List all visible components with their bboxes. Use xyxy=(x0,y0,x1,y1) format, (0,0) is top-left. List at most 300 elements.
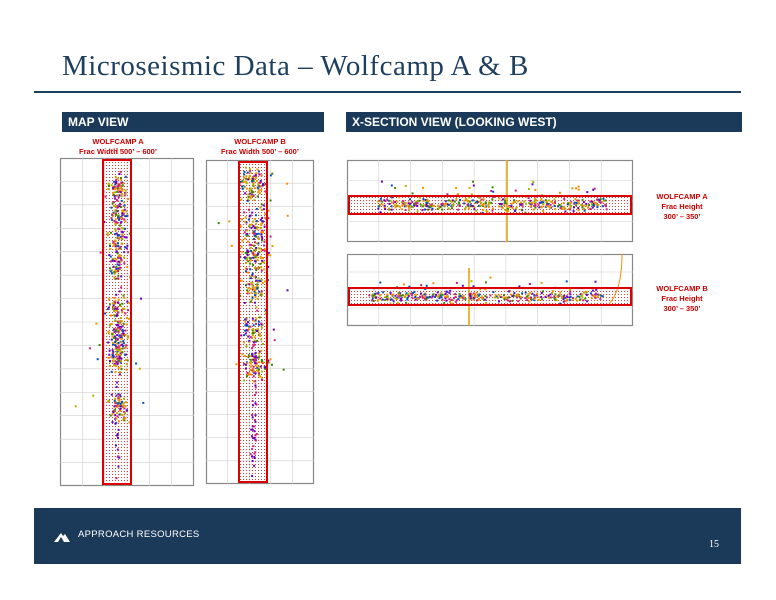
event-dot xyxy=(116,435,118,437)
event-dot xyxy=(407,297,409,299)
event-dot xyxy=(251,212,253,214)
event-dot xyxy=(533,209,535,211)
event-dot xyxy=(451,207,453,209)
event-dot xyxy=(126,301,128,303)
event-dot xyxy=(262,282,264,284)
event-dot xyxy=(264,281,266,283)
event-dot xyxy=(114,315,116,317)
event-dot xyxy=(595,297,597,299)
event-dot xyxy=(566,295,568,297)
event-dot xyxy=(243,211,245,213)
event-dot xyxy=(246,375,248,377)
event-dot xyxy=(576,300,578,302)
event-dot xyxy=(420,204,422,206)
event-dot xyxy=(142,402,144,404)
event-dot xyxy=(595,281,597,283)
event-dot xyxy=(253,465,255,467)
event-dot xyxy=(247,321,249,323)
event-dot xyxy=(578,201,580,203)
event-dot xyxy=(250,360,252,362)
event-dot xyxy=(241,246,243,248)
event-dot xyxy=(255,318,257,320)
event-dot xyxy=(558,204,560,206)
event-dot xyxy=(252,460,254,462)
event-dot xyxy=(111,371,113,373)
event-dot xyxy=(95,323,97,325)
event-dot xyxy=(484,206,486,208)
event-dot xyxy=(124,308,126,310)
event-dot xyxy=(592,207,594,209)
event-dot xyxy=(264,226,266,228)
event-dot xyxy=(254,302,256,304)
event-dot xyxy=(523,201,525,203)
event-dot xyxy=(112,413,114,415)
event-dot xyxy=(384,205,386,207)
event-dot xyxy=(463,202,465,204)
event-dot xyxy=(251,244,253,246)
event-dot xyxy=(113,244,115,246)
xsection-view-header: X-SECTION VIEW (LOOKING WEST) xyxy=(346,112,742,132)
event-dot xyxy=(441,209,443,211)
map-wolfcamp-b-detail: Frac Width 500’ – 600’ xyxy=(221,147,299,156)
event-dot xyxy=(499,203,501,205)
event-dot xyxy=(116,382,118,384)
event-dot xyxy=(256,208,258,210)
event-dot xyxy=(490,202,492,204)
event-dot xyxy=(256,180,258,182)
event-dot xyxy=(250,172,252,174)
event-dot xyxy=(413,203,415,205)
event-dot xyxy=(100,252,102,254)
event-dot xyxy=(120,338,122,340)
event-dot xyxy=(108,183,110,185)
event-dot xyxy=(255,249,257,251)
event-dot xyxy=(408,293,410,295)
event-dot xyxy=(571,299,573,301)
event-dot xyxy=(252,252,254,254)
event-dot xyxy=(113,310,115,312)
event-dot xyxy=(120,246,122,248)
event-dot xyxy=(529,283,531,285)
event-dot xyxy=(405,185,407,187)
event-dot xyxy=(569,291,571,293)
event-dot xyxy=(118,215,120,217)
event-dot xyxy=(459,205,461,207)
event-dot xyxy=(253,238,255,240)
event-dot xyxy=(538,296,540,298)
event-dot xyxy=(115,310,117,312)
event-dot xyxy=(120,327,122,329)
event-dot xyxy=(417,202,419,204)
event-dot xyxy=(240,334,242,336)
event-dot xyxy=(123,257,125,259)
event-dot xyxy=(113,304,115,306)
event-dot xyxy=(406,205,408,207)
event-dot xyxy=(118,342,120,344)
event-dot xyxy=(258,369,260,371)
event-dot xyxy=(119,263,121,265)
event-dot xyxy=(458,202,460,204)
event-dot xyxy=(253,370,255,372)
event-dot xyxy=(499,295,501,297)
event-dot xyxy=(422,198,424,200)
event-dot xyxy=(433,293,435,295)
event-dot xyxy=(485,302,487,304)
event-dot xyxy=(139,368,141,370)
event-dot xyxy=(586,300,588,302)
event-dot xyxy=(533,298,535,300)
event-dot xyxy=(245,345,247,347)
event-dot xyxy=(260,292,262,294)
event-dot xyxy=(582,199,584,201)
event-dot xyxy=(246,257,248,259)
event-dot xyxy=(408,209,410,211)
event-dot xyxy=(244,186,246,188)
event-dot xyxy=(251,448,253,450)
event-dot xyxy=(516,296,518,298)
event-dot xyxy=(124,408,126,410)
event-dot xyxy=(269,254,271,256)
event-dot xyxy=(124,354,126,356)
event-dot xyxy=(259,182,261,184)
event-dot xyxy=(503,204,505,206)
event-dot xyxy=(250,292,252,294)
event-dot xyxy=(469,205,471,207)
xsection-wolfcamp-a-name: WOLFCAMP A xyxy=(656,192,708,201)
event-dot xyxy=(510,205,512,207)
event-dot xyxy=(117,321,119,323)
event-dot xyxy=(472,294,474,296)
event-dot xyxy=(542,203,544,205)
event-dot xyxy=(424,204,426,206)
event-dot xyxy=(404,203,406,205)
event-dot xyxy=(116,412,118,414)
event-dot xyxy=(391,209,393,211)
event-dot xyxy=(241,218,243,220)
event-dot xyxy=(424,293,426,295)
event-dot xyxy=(122,329,124,331)
event-dot xyxy=(408,202,410,204)
event-dot xyxy=(521,209,523,211)
event-dot xyxy=(117,312,119,314)
event-dot xyxy=(119,304,121,306)
event-dot xyxy=(119,290,121,292)
event-dot xyxy=(259,335,261,337)
event-dot xyxy=(507,208,509,210)
event-dot xyxy=(255,323,257,325)
event-dot xyxy=(252,264,254,266)
event-dot xyxy=(593,201,595,203)
event-dot xyxy=(448,199,450,201)
xsection-wolfcamp-b-line2: 300’ – 350’ xyxy=(663,304,701,313)
event-dot xyxy=(218,222,220,224)
event-dot xyxy=(118,429,120,431)
event-dot xyxy=(255,352,257,354)
event-dot xyxy=(375,296,377,298)
event-dot xyxy=(255,280,257,282)
event-dot xyxy=(253,175,255,177)
event-dot xyxy=(426,285,428,287)
event-dot xyxy=(116,405,118,407)
event-dot xyxy=(569,289,571,291)
event-dot xyxy=(261,360,263,362)
event-dot xyxy=(488,202,490,204)
event-dot xyxy=(114,414,116,416)
event-dot xyxy=(550,201,552,203)
event-dot xyxy=(388,203,390,205)
footer-bar xyxy=(34,508,741,564)
event-dot xyxy=(261,222,263,224)
event-dot xyxy=(109,303,111,305)
event-dot xyxy=(454,201,456,203)
event-dot xyxy=(550,297,552,299)
event-dot xyxy=(242,180,244,182)
event-dot xyxy=(391,202,393,204)
event-dot xyxy=(257,298,259,300)
event-dot xyxy=(122,351,124,353)
event-dot xyxy=(532,183,534,185)
event-dot xyxy=(561,296,563,298)
event-dot xyxy=(391,185,393,187)
event-dot xyxy=(541,298,543,300)
event-dot xyxy=(117,338,119,340)
event-dot xyxy=(594,295,596,297)
event-dot xyxy=(245,368,247,370)
event-dot xyxy=(246,268,248,270)
event-dot xyxy=(244,238,246,240)
event-dot xyxy=(252,178,254,180)
event-dot xyxy=(531,202,533,204)
event-dot xyxy=(566,298,568,300)
event-dot xyxy=(117,358,119,360)
event-dot xyxy=(548,295,550,297)
event-dot xyxy=(521,204,523,206)
event-dot xyxy=(120,187,122,189)
event-dot xyxy=(494,297,496,299)
event-dot xyxy=(120,352,122,354)
event-dot xyxy=(478,295,480,297)
event-dot xyxy=(554,208,556,210)
event-dot xyxy=(119,356,121,358)
event-dot xyxy=(250,282,252,284)
event-dot xyxy=(248,328,250,330)
event-dot xyxy=(252,416,254,418)
map-wolfcamp-a-name: WOLFCAMP A xyxy=(92,137,144,146)
event-dot xyxy=(258,251,260,253)
event-dot xyxy=(247,178,249,180)
event-dot xyxy=(114,398,116,400)
event-dot xyxy=(570,205,572,207)
title-divider xyxy=(34,91,741,93)
event-dot xyxy=(114,409,116,411)
event-dot xyxy=(263,204,265,206)
event-dot xyxy=(574,202,576,204)
event-dot xyxy=(110,270,112,272)
event-dot xyxy=(253,199,255,201)
event-dot xyxy=(554,205,556,207)
event-dot xyxy=(112,202,114,204)
event-dot xyxy=(251,191,253,193)
event-dot xyxy=(123,251,125,253)
event-dot xyxy=(404,296,406,298)
event-dot xyxy=(97,358,99,360)
event-dot xyxy=(110,260,112,262)
event-dot xyxy=(242,188,244,190)
event-dot xyxy=(243,380,245,382)
event-dot xyxy=(122,405,124,407)
event-dot xyxy=(448,204,450,206)
event-dot xyxy=(478,197,480,199)
event-dot xyxy=(410,205,412,207)
event-dot xyxy=(472,199,474,201)
event-dot xyxy=(112,356,114,358)
event-dot xyxy=(254,187,256,189)
event-dot xyxy=(586,294,588,296)
event-dot xyxy=(244,192,246,194)
event-dot xyxy=(579,299,581,301)
event-dot xyxy=(397,205,399,207)
event-dot xyxy=(550,294,552,296)
event-dot xyxy=(582,299,584,301)
event-dot xyxy=(109,248,111,250)
event-dot xyxy=(552,290,554,292)
event-dot xyxy=(449,301,451,303)
event-dot xyxy=(259,280,261,282)
event-dot xyxy=(565,211,567,213)
event-dot xyxy=(75,405,77,407)
event-dot xyxy=(114,195,116,197)
event-dot xyxy=(120,182,122,184)
event-dot xyxy=(515,190,517,192)
event-dot xyxy=(123,297,125,299)
event-dot xyxy=(119,203,121,205)
event-dot xyxy=(119,194,121,196)
event-dot xyxy=(259,333,261,335)
event-dot xyxy=(117,397,119,399)
event-dot xyxy=(517,200,519,202)
event-dot xyxy=(253,366,255,368)
event-dot xyxy=(262,221,264,223)
event-dot xyxy=(117,257,119,259)
event-dot xyxy=(255,172,257,174)
event-dot xyxy=(119,401,121,403)
event-dot xyxy=(253,182,255,184)
event-dot xyxy=(253,356,255,358)
event-dot xyxy=(113,307,115,309)
event-dot xyxy=(412,192,414,194)
event-dot xyxy=(596,206,598,208)
event-dot xyxy=(490,277,492,279)
event-dot xyxy=(287,215,289,217)
event-dot xyxy=(394,297,396,299)
event-dot xyxy=(241,185,243,187)
event-dot xyxy=(250,453,252,455)
event-dot xyxy=(113,328,115,330)
event-dot xyxy=(528,197,530,199)
event-dot xyxy=(255,414,257,416)
event-dot xyxy=(261,260,263,262)
event-dot xyxy=(483,198,485,200)
event-dot xyxy=(534,189,536,191)
event-dot xyxy=(110,415,112,417)
event-dot xyxy=(511,203,513,205)
event-dot xyxy=(401,205,403,207)
event-dot xyxy=(135,363,137,365)
event-dot xyxy=(535,199,537,201)
event-dot xyxy=(255,223,257,225)
event-dot xyxy=(259,185,261,187)
event-dot xyxy=(249,224,251,226)
event-dot xyxy=(553,295,555,297)
event-dot xyxy=(262,184,264,186)
event-dot xyxy=(249,263,251,265)
event-dot xyxy=(463,295,465,297)
event-dot xyxy=(117,275,119,277)
event-dot xyxy=(255,292,257,294)
event-dot xyxy=(253,360,255,362)
event-dot xyxy=(252,334,254,336)
event-dot xyxy=(270,358,272,360)
event-dot xyxy=(262,257,264,259)
event-dot xyxy=(259,316,261,318)
event-dot xyxy=(287,289,289,291)
event-dot xyxy=(253,375,255,377)
event-dot xyxy=(250,224,252,226)
event-dot xyxy=(435,294,437,296)
event-dot xyxy=(480,202,482,204)
event-dot xyxy=(261,217,263,219)
event-dot xyxy=(268,252,270,254)
event-dot xyxy=(114,402,116,404)
event-dot xyxy=(246,188,248,190)
event-dot xyxy=(248,219,250,221)
event-dot xyxy=(437,296,439,298)
event-dot xyxy=(115,179,117,181)
event-dot xyxy=(119,373,121,375)
event-dot xyxy=(113,258,115,260)
event-dot xyxy=(120,171,122,173)
event-dot xyxy=(503,298,505,300)
event-dot xyxy=(481,199,483,201)
event-dot xyxy=(491,198,493,200)
event-dot xyxy=(384,208,386,210)
event-dot xyxy=(262,249,264,251)
event-dot xyxy=(271,173,273,175)
event-dot xyxy=(550,204,552,206)
event-dot xyxy=(124,246,126,248)
event-dot xyxy=(587,207,589,209)
map-view-plot-a xyxy=(60,158,194,486)
event-dot xyxy=(566,280,568,282)
event-dot xyxy=(123,218,125,220)
event-dot xyxy=(118,360,120,362)
event-dot xyxy=(116,191,118,193)
event-dot xyxy=(260,366,262,368)
event-dot xyxy=(122,209,124,211)
event-dot xyxy=(470,298,472,300)
event-dot xyxy=(114,191,116,193)
event-dot xyxy=(245,318,247,320)
event-dot xyxy=(391,205,393,207)
event-dot xyxy=(453,204,455,206)
event-dot xyxy=(517,294,519,296)
event-dot xyxy=(441,204,443,206)
event-dot xyxy=(251,355,253,357)
event-dot xyxy=(228,220,230,222)
event-dot xyxy=(118,234,120,236)
event-dot xyxy=(245,216,247,218)
event-dot xyxy=(569,208,571,210)
